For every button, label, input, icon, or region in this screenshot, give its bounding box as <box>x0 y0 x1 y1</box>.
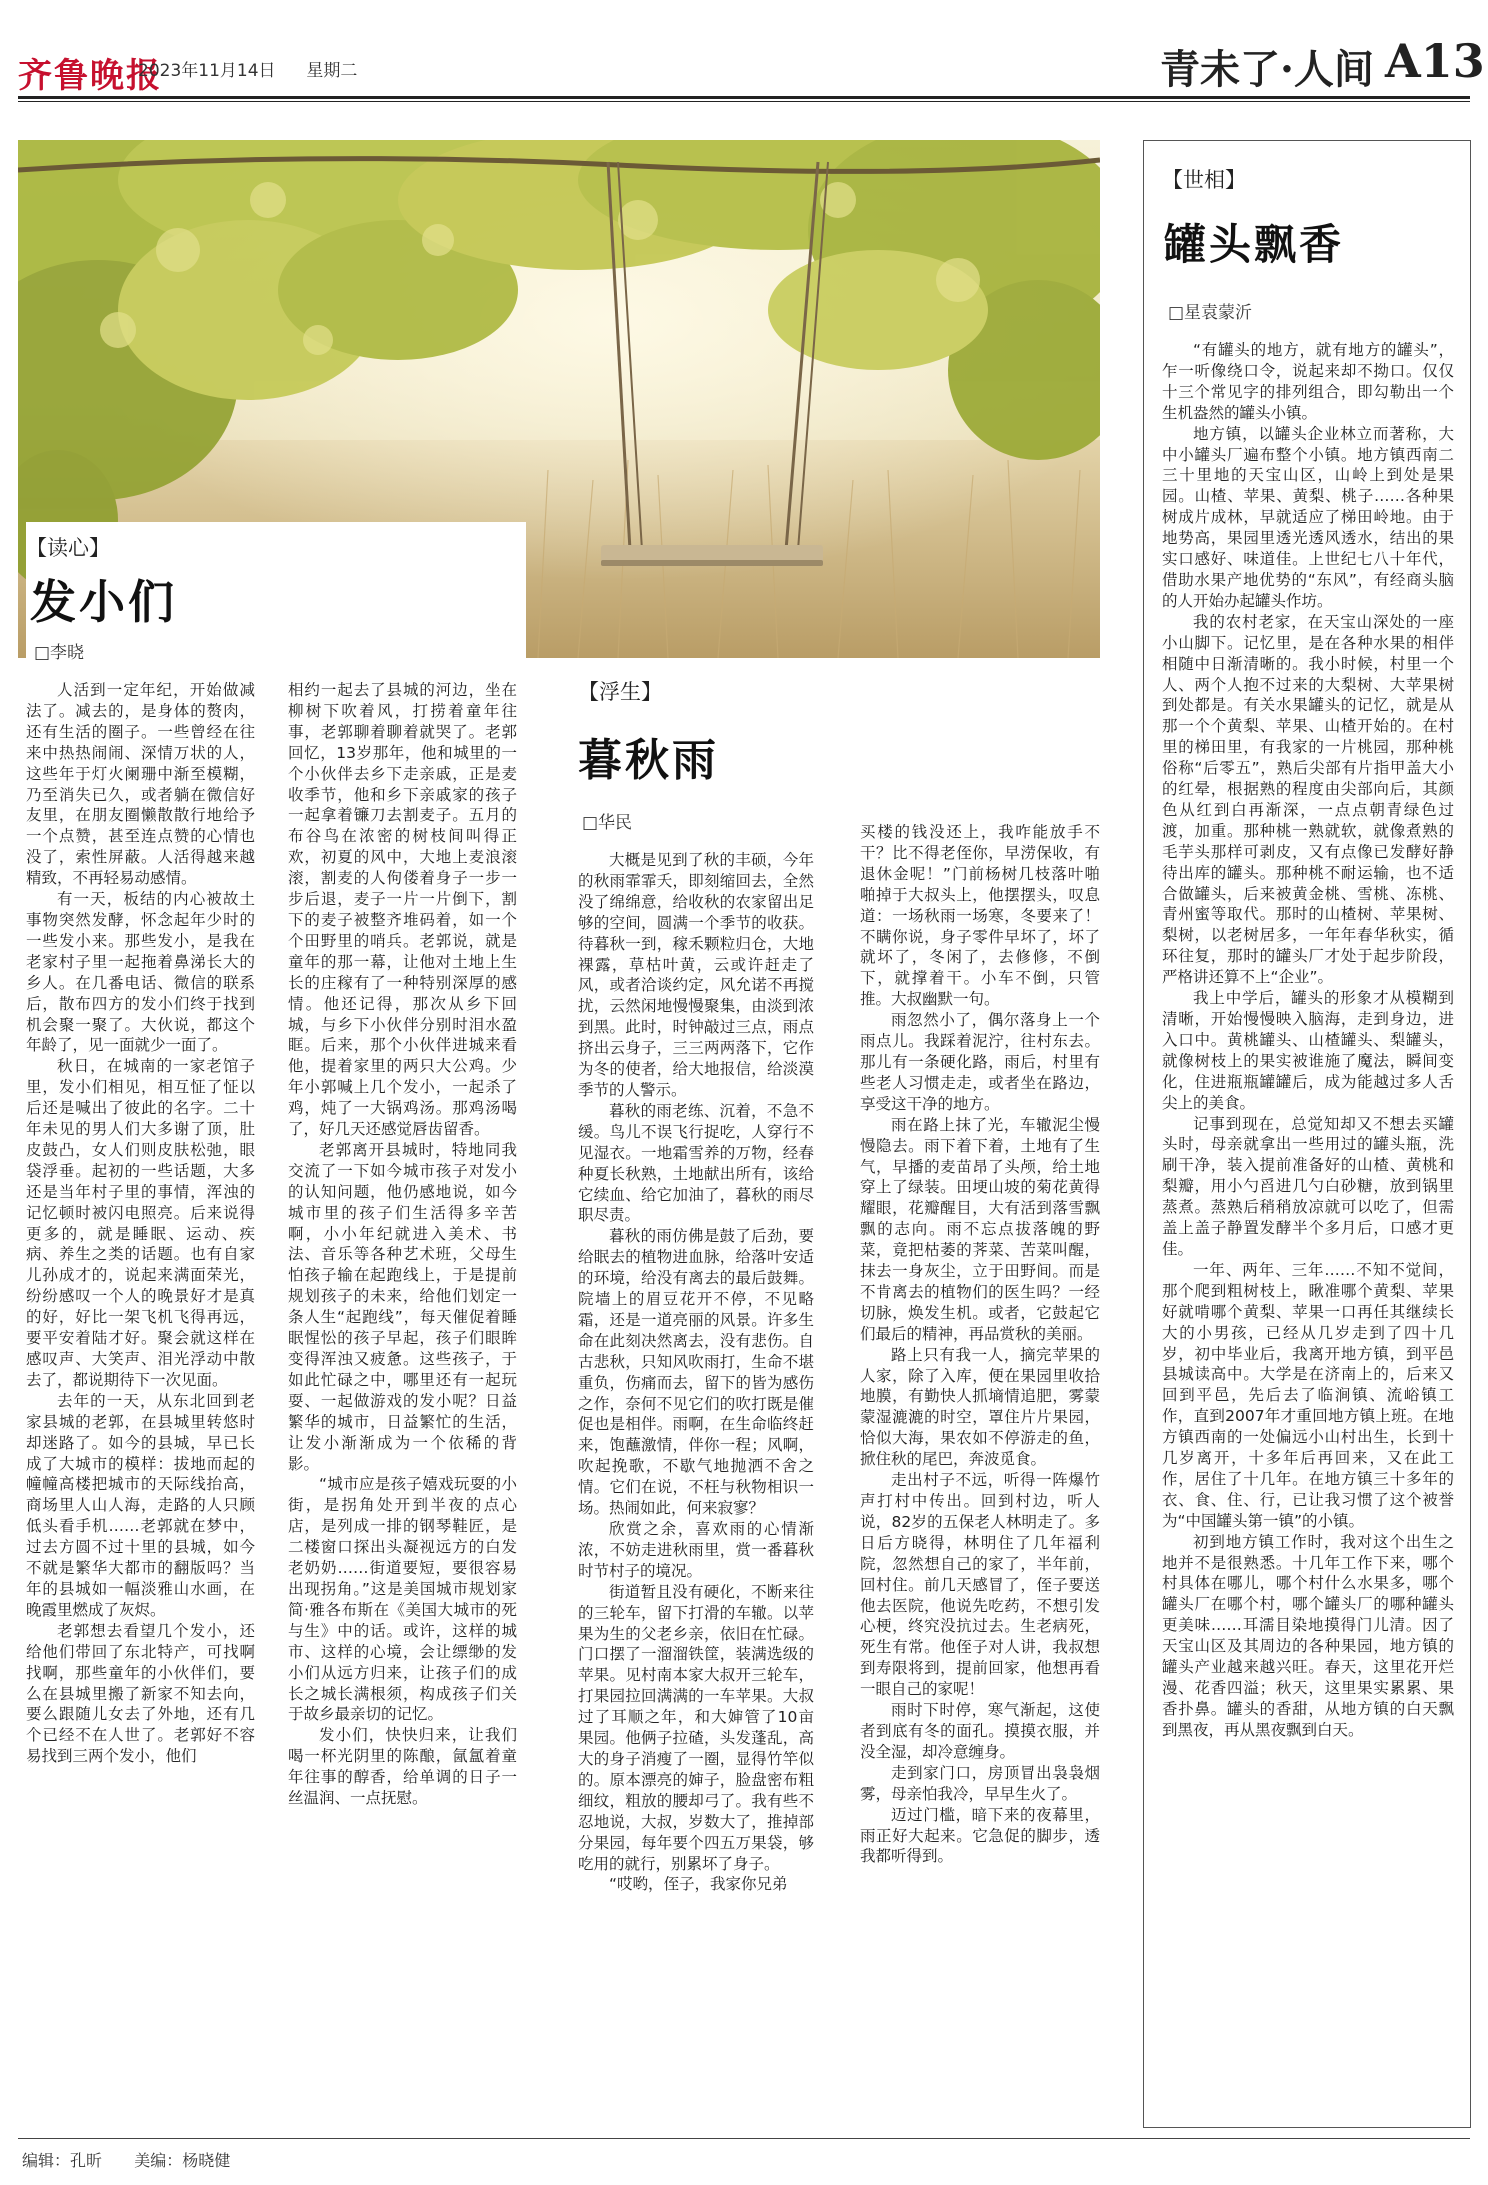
paragraph: 雨在路上抹了光，车辙泥尘慢慢隐去。雨下着下着，土地有了生气，早播的麦苗昂了头颅，给土地穿上了绿装。田埂山坡的菊花黄得耀眼，花瓣醒目，大有活到落雪飘飘的志向。雨不忘点拔落魄的野菜，竟把枯萎的荠菜、苦菜叫醒，抹去一身灰尘，立于田野间。而是不肯离去的植物们的医生吗？一经切脉，焕发生机。或者，它鼓起它们最后的精神，再品赏秋的美丽。 <box>860 1115 1100 1343</box>
paragraph: 欣赏之余，喜欢雨的心情渐浓，不妨走进秋雨里，赏一番暮秋时节村子的境况。 <box>578 1520 814 1580</box>
header-rule <box>18 96 1470 99</box>
article1-column-1 <box>26 680 255 2132</box>
paragraph: 记事到现在，总觉知却又不想去买罐头时，母亲就拿出一些用过的罐头瓶，洗刷干净，装入提前准备好的山楂、黄桃和梨瓣，用小勺舀进几勺白砂糖，放到锅里蒸煮。蒸熟后稍稍放凉就可以吃了，但需盖上盖子静置发酵半个多月后，口感才更佳。 <box>1162 1114 1454 1258</box>
paragraph: 初到地方镇工作时，我对这个出生之地并不是很熟悉。十几年工作下来，哪个村具体在哪儿，哪个村什么水果多，哪个罐头厂在哪个村，哪个罐头厂的哪种罐头更美味……耳濡目染地摸得门儿清。因了天宝山区及其周边的各种果园，地方镇的罐头产业越来越兴旺。春天，这里花开烂漫、花香四溢；秋天，这里果实累累、果香扑鼻。罐头的香甜，从地方镇的白天飘到黑夜，再从黑夜飘到白天。 <box>1162 1532 1454 1739</box>
article1-author: □李晓 <box>34 643 85 663</box>
paragraph: “城市应是孩子嬉戏玩耍的小街，是拐角处开到半夜的点心店，是列成一排的钢琴鞋匠，是二楼窗口探出头凝视远方的白发老奶奶……街道要短，要很容易出现拐角。”这是美国城市规划家简·雅各布斯在《美国大城市的死与生》中的话。或许，这样的城市、这样的心境，会让缥缈的发小们从远方归来，让孩子们的成长之城长满根须，构成孩子们关于故乡最亲切的记忆。 <box>288 1475 517 1724</box>
editor-credit: 编辑：孔昕 <box>22 2151 103 2170</box>
masthead-logo: 齐鲁晚报 <box>18 56 162 96</box>
paragraph: 老郭想去看望几个发小，还给他们带回了东北特产，可找啊找啊，那些童年的小伙伴们，要么在县城里搬了新家不知去向，要么跟随儿女去了外地，还有几个已经不在人世了。老郭好不容易找到三两个发小，他们 <box>26 1621 255 1766</box>
article3-tag: 【世相】 <box>1162 168 1246 192</box>
paragraph: 有一天，板结的内心被故土事物突然发酵，怀念起年少时的一些发小来。那些发小，是我在老家村子里一起拖着鼻涕长大的乡人。在几番电话、微信的联系后，散布四方的发小们终于找到机会聚一聚了。大伙说，都这个年龄了，见一面就少一面了。 <box>26 890 255 1055</box>
paragraph: 走到家门口，房顶冒出袅袅烟雾，母亲怕我冷，早早生火了。 <box>860 1763 1100 1803</box>
paragraph: 街道暂且没有硬化，不断来往的三轮车，留下打滑的车辙。以苹果为生的父老乡亲，依旧在忙碌。门口摆了一溜溜铁筐，装满选级的苹果。见村南本家大叔开三轮车，打果园拉回满满的一车苹果。大叔过了耳顺之年，和大婶管了10亩果园。他俩子拉碴，头发蓬乱，高大的身子消瘦了一圈，显得竹竿似的。原本漂亮的婶子，脸盘密布粗细纹，粗放的腰却弓了。我有些不忍地说，大叔，岁数大了，推掉部分果园，每年要个四五万果袋，够吃用的就行，别累坏了身子。 <box>578 1582 814 1873</box>
footer-rule <box>18 2138 1470 2139</box>
paragraph: 暮秋的雨仿佛是鼓了后劲，要给眠去的植物进血脉，给落叶安适的环境，给没有离去的最后鼓舞。院墙上的眉豆花开不停，不见略霜，还是一道亮丽的风景。许多生命在此刻决然离去，没有悲伤。自古悲秋，只知风吹雨打，生命不堪重负，伤痛而去，留下的皆为感伤之作，奈何不见它们的吹打既是催促也是相伴。雨啊，在生命临终赶来，饱蘸激情，伴你一程；风啊，吹起挽歌，不歇气地抛洒不舍之情。它们在说，不枉与秋物相识一场。热闹如此，何来寂寥？ <box>578 1227 814 1518</box>
date-text: 2023年11月14日 <box>138 61 276 81</box>
paragraph: 一年、两年、三年……不知不觉间，那个爬到粗树枝上，瞅准哪个黄梨、苹果好就啃哪个黄梨、苹果一口再任其继续长大的小男孩，已经从几岁走到了四十几岁，初中毕业后，我离开地方镇，到平邑县城读高中。大学是在济南上的，后来又回到平邑，先后去了临涧镇、流峪镇工作，直到2007年才重回地方镇上班。在地方镇西南的一处偏远小山村出生，长到十几岁离开，十多年后再回来，又在此工作，居住了十几年。在地方镇三十多年的衣、食、住、行，已让我习惯了这个被誉为“中国罐头第一镇”的小镇。 <box>1162 1260 1454 1530</box>
designer-credit: 美编：杨晓健 <box>134 2151 231 2170</box>
paragraph: 雨忽然小了，偶尔落身上一个雨点儿。我踩着泥泞，往村东去。那儿有一条硬化路，雨后，村里有些老人习惯走走，或者坐在路边，享受这干净的地方。 <box>860 1011 1100 1113</box>
paragraph: 秋日，在城南的一家老馆子里，发小们相见，相互怔了怔以后还是喊出了彼此的名字。二十年未见的男人们大多谢了顶，肚皮鼓凸，女人们则皮肤松弛，眼袋浮垂。起初的一些话题，大多还是当年村子里的事情，浑浊的记忆顿时被闪电照亮。后来说得更多的，就是睡眠、运动、疾病、养生之类的话题。也有自家儿孙成才的，说起来满面荣光，纷纷感叹一个人的晚景好才是真的好，好比一架飞机飞得再远，要平安着陆才好。聚会就这样在感叹声、大笑声、泪光浮动中散去了，都说期待下一次见面。 <box>26 1057 255 1389</box>
paragraph: “有罐头的地方，就有地方的罐头”，乍一听像绕口令，说起来却不拗口。仅仅十三个常见字的排列组合，即勾勒出一个生机盎然的罐头小镇。 <box>1162 341 1454 422</box>
article3-author: □星袁蒙沂 <box>1168 303 1253 323</box>
article3-title: 罐头飘香 <box>1164 220 1345 269</box>
weekday-text: 星期二 <box>306 61 358 81</box>
paragraph: “哎哟，侄子，我家你兄弟 <box>609 1875 788 1894</box>
article1-title: 发小们 <box>30 575 177 629</box>
paragraph: 买楼的钱没还上，我咋能放手不干？比不得老侄你，早涝保收，有退休金呢！”门前杨树几枝落叶啪啪掉于大叔头上，他摆摆头，叹息道：一场秋雨一场寒，冬要来了！不瞒你说，身子零件早坏了，坏了就坏了，冬闲了，去修修，不倒下，就撑着干。小车不倒，只管推。大叔幽默一句。 <box>860 823 1100 1009</box>
section-title: 青未了·人间 <box>1160 46 1374 93</box>
publication-date <box>138 56 357 81</box>
paragraph: 老郭离开县城时，特地同我交流了一下如今城市孩子对发小的认知问题，他仍感地说，如今城市里的孩子们生活得多辛苦啊，小小年纪就进入美术、书法、音乐等各种艺术班，父母生怕孩子输在起跑线上，于是提前规划孩子的未来，给他们划定一条人生“起跑线”，每天催促着睡眠惺忪的孩子早起，孩子们眼眸变得浑浊又疲惫。这些孩子，于如此忙碌之中，哪里还有一起玩耍、一起做游戏的发小呢？日益繁华的城市，日益繁忙的生活，让发小渐渐成为一个依稀的背影。 <box>288 1140 517 1473</box>
paragraph: 发小们，快快归来，让我们喝一杯光阴里的陈酿，氤氲着童年往事的醇香，给单调的日子一丝温润、一点抚慰。 <box>288 1726 517 1808</box>
paragraph: 相约一起去了县城的河边，坐在柳树下吹着风，打捞着童年往事，老郭聊着聊着就哭了。老郭回忆，13岁那年，他和城里的一个小伙伴去乡下走亲戚，正是麦收季节，他和乡下亲戚家的孩子一起拿着镰刀去割麦子。五月的布谷鸟在浓密的树枝间叫得正欢，初夏的风中，大地上麦浪滚滚，割麦的人佝偻着身子一步一步后退，麦子一片一片倒下，割下的麦子被整齐堆码着，如一个个田野里的哨兵。老郭说，就是童年的那一幕，让他对土地上生长的庄稼有了一种特别深厚的感情。他还记得，那次从乡下回城，与乡下小伙伴分别时泪水盈眶。后来，那个小伙伴进城来看他，提着家里的两只大公鸡。少年小郭喊上几个发小，一起杀了鸡，炖了一大锅鸡汤。那鸡汤喝了，好几天还感觉唇齿留香。 <box>288 681 517 1139</box>
article2-column-1 <box>578 850 814 2132</box>
paragraph: 人活到一定年纪，开始做减法了。减去的，是身体的赘肉，还有生活的圈子。一些曾经在往来中热热闹闹、深情万状的人，这些年于灯火阑珊中渐至模糊，乃至消失已久，或者躺在微信好友里，在朋友圈懒散散行地给予一个点赞，甚至连点赞的心情也没了，索性屏蔽。人活得越来越精致，不再轻易动感情。 <box>26 681 255 888</box>
article2-column-2 <box>860 822 1100 2132</box>
paragraph: 雨时下时停，寒气渐起，这使者到底有冬的面孔。摸摸衣服，并没全湿，却冷意缠身。 <box>860 1701 1100 1761</box>
paragraph: 走出村子不远，听得一阵爆竹声打村中传出。回到村边，听人说，82岁的五保老人林明走了。多日后方晓得，林明住了几年福利院，忽然想自己的家了，半年前，回村住。前几天感冒了，侄子要送他去医院，他说先吃药，不想引发心梗，终究没抗过去。生老病死，死生有常。他侄子对人讲，我叔想到寿限将到，提前回家，他想再看一眼自己的家呢！ <box>860 1471 1100 1699</box>
paragraph: 我的农村老家，在天宝山深处的一座小山脚下。记忆里，是在各种水果的相伴相随中日渐清晰的。我小时候，村里一个人、两个人抱不过来的大梨树、大苹果树到处都是。有关水果罐头的记忆，就是从那一个个黄梨、苹果、山楂开始的。在村里的梯田里，有我家的一片桃园，那种桃俗称“后零五”，熟后尖部有片指甲盖大小的红晕，根据熟的程度由尖部向后，其颜色从红到白再渐深，一点点朝青绿色过渡，加重。那种桃一熟就软，就像煮熟的毛芋头那样可剥皮，又有点像已发酵好静待出库的罐头。那种桃不耐运输，也不适合做罐头，后来被黄金桃、雪桃、冻桃、青州蜜等取代。那时的山楂树、苹果树、梨树，以老树居多，一年年春华秋实，循环往复，那时的罐头厂才处于起步阶段，严格讲还算不上“企业”。 <box>1162 612 1454 987</box>
paragraph: 路上只有我一人，摘完苹果的人家，除了入库，便在果园里收拾地膜，有勤快人抓墒情追肥，雾蒙蒙湿漉漉的时空，罩住片片果园，恰似大海，果农如不停游走的鱼，掀住秋的尾巴，奔波觅食。 <box>860 1345 1100 1469</box>
header-rule-thin <box>18 101 1470 102</box>
paragraph: 去年的一天，从东北回到老家县城的老郭，在县城里转悠时却迷路了。如今的县城，早已长成了大城市的模样：拔地而起的幢幢高楼把城市的天际线抬高，商场里人山人海，走路的人只顾低头看手机……老郭就在梦中，过去方圆不过十里的县城，如今不就是繁华大都市的翻版吗？当年的县城如一幅淡雅山水画，在晚霞里燃成了灰烬。 <box>26 1391 255 1619</box>
article2-title: 暮秋雨 <box>578 735 719 786</box>
page-number: A13 <box>1385 34 1485 88</box>
paragraph: 我上中学后，罐头的形象才从模糊到清晰，开始慢慢映入脑海，走到身边，进入口中。黄桃罐头、山楂罐头、梨罐头，就像树枝上的果实被谁施了魔法，瞬间变化，住进瓶瓶罐罐后，成为能越过多人舌尖上的美食。 <box>1162 989 1454 1112</box>
article1-tag: 【读心】 <box>26 536 110 560</box>
article2-author: □华民 <box>582 813 633 833</box>
paragraph: 迈过门槛，暗下来的夜幕里，雨正好大起来。它急促的脚步，透我都听得到。 <box>860 1805 1100 1866</box>
article1-column-2 <box>288 680 517 2132</box>
article2-tag: 【浮生】 <box>578 680 662 704</box>
article3-body <box>1162 340 1454 2116</box>
credits-line <box>22 2148 230 2171</box>
paragraph: 地方镇，以罐头企业林立而著称，大中小罐头厂遍布整个小镇。地方镇西南二三十里地的天宝山区，山岭上到处是果园。山楂、苹果、黄梨、桃子……各种果树成片成林，早就适应了梯田岭地。由于地势高，果园里透光透风透水，结出的果实口感好、味道佳。上世纪七八十年代，借助水果产地优势的“东风”，有经商头脑的人开始办起罐头作坊。 <box>1162 424 1454 610</box>
paragraph: 大概是见到了秋的丰硕，今年的秋雨霏霏夭，即刻缩回去，全然没了绵绵意，给收秋的农家留出足够的空间，圆满一个季节的收获。待暮秋一到，稼禾颗粒归仓，大地裸露，草枯叶黄，云或许赶走了风，或者洽谈约定，风允诺不再搅扰，云然闲地慢慢聚集，由淡到浓到黑。此时，时钟敲过三点，雨点挤出云身子，三三两两落下，它作为冬的使者，给大地报信，给淡漠季节的人警示。 <box>578 851 814 1099</box>
paragraph: 暮秋的雨老练、沉着，不急不缓。鸟儿不误飞行捉吃，人穿行不见湿衣。一地霜雪养的万物，经春种夏长秋熟，土地献出所有，该给它续血、给它加油了，暮秋的雨尽职尽责。 <box>578 1101 814 1225</box>
